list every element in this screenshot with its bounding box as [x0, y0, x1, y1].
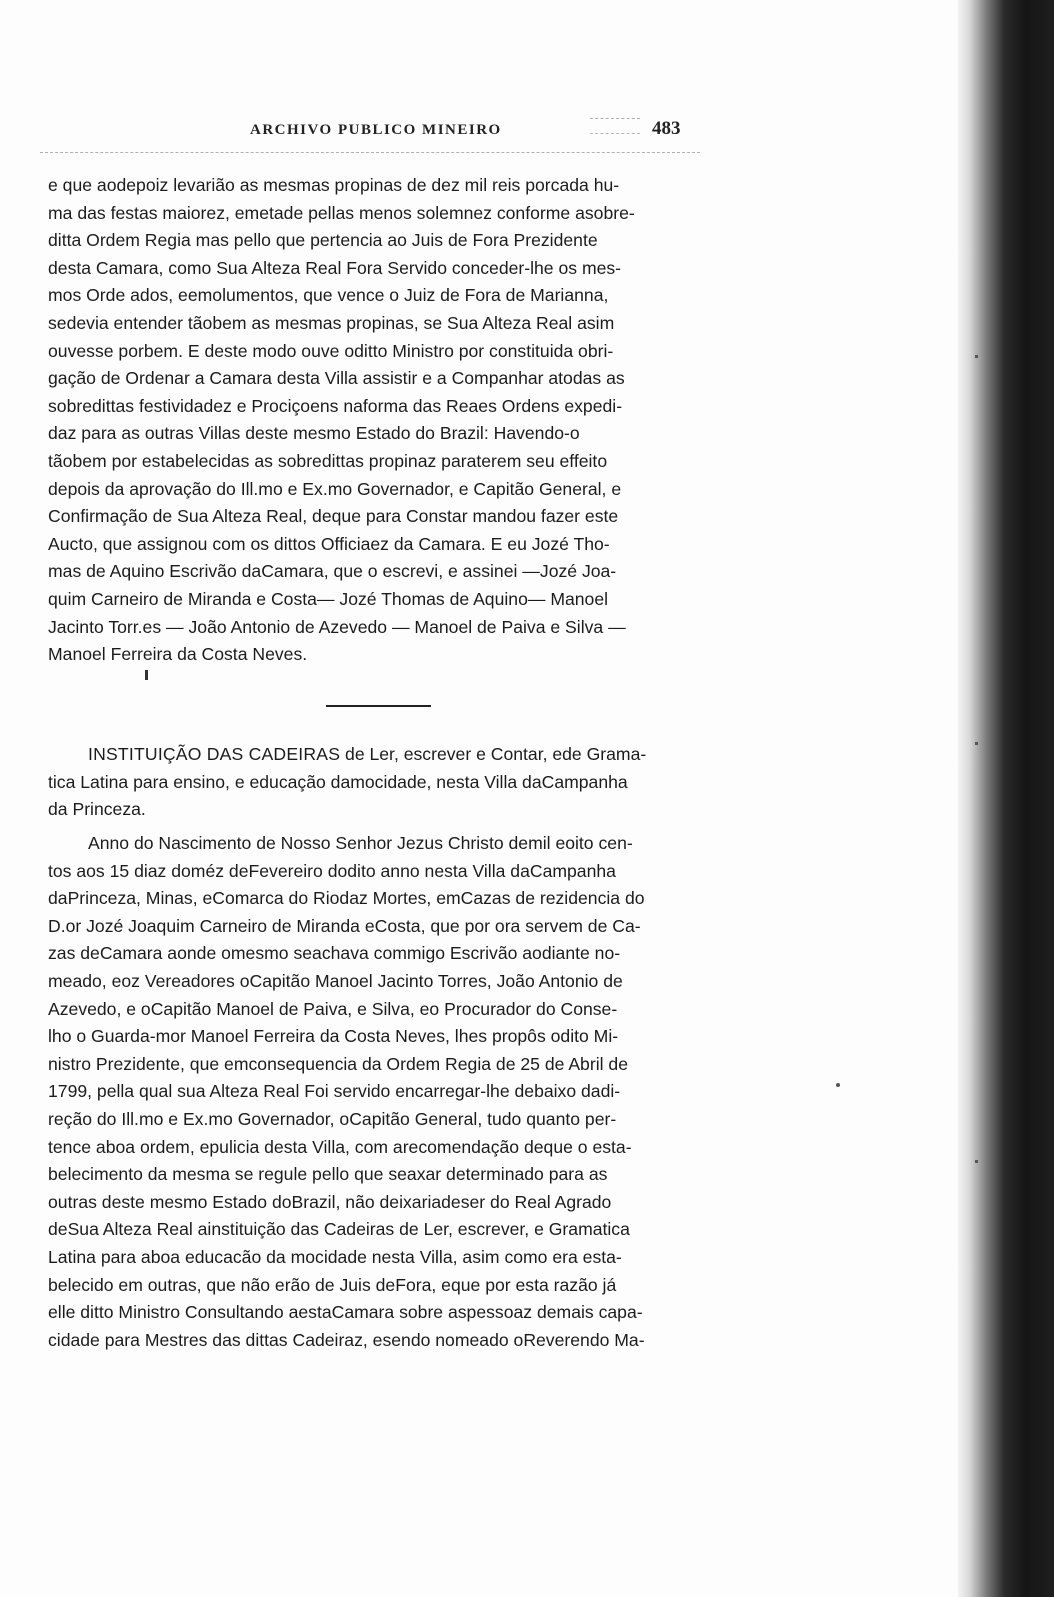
text-line: gação de Ordenar a Camara desta Villa assistir e a Companhar atodas as: [48, 368, 625, 389]
text-line: Aucto, que assignou com os dittos Officiaez da Camara. E eu Jozé Tho-: [48, 533, 610, 554]
text-line: deSua Alteza Real ainstituição das Cadeiras de Ler, escrever, e Gramatica: [48, 1219, 630, 1240]
header-rule: [40, 152, 700, 153]
text-line: meado, eoz Vereadores oCapitão Manoel Jacinto Torres, João Antonio de: [48, 970, 623, 991]
spine-speck: [975, 1160, 978, 1163]
stray-ink-mark: [145, 670, 148, 680]
text-line: e que aodepoiz levarião as mesmas propinas de dez mil reis porcada hu-: [48, 175, 620, 195]
heading-caps: INSTITUIÇÃO DAS CADEIRAS: [88, 744, 341, 764]
text-line: elle ditto Ministro Consultando aestaCamara sobre aspessoaz demais capa-: [48, 1302, 643, 1323]
spine-speck: [975, 742, 978, 745]
text-line: Manoel Ferreira da Costa Neves.: [48, 644, 308, 665]
text-line: ditta Ordem Regia mas pello que pertencia ao Juis de Fora Prezidente: [48, 230, 598, 251]
text-line: reção do Ill.mo e Ex.mo Governador, oCapitão General, tudo quanto per-: [48, 1108, 617, 1129]
heading-line: tica Latina para ensino, e educação damocidade, nesta Villa daCampanha: [48, 771, 628, 792]
text-line: 1799, pella qual sua Alteza Real Foi servido encarregar-lhe debaixo dadi-: [48, 1081, 621, 1102]
text-line: daPrinceza, Minas, eComarca do Riodaz Mortes, emCazas de rezidencia do: [48, 888, 645, 909]
text-line: Jacinto Torr.es — João Antonio de Azevedo — Manoel de Paiva e Silva —: [48, 616, 626, 637]
running-title: ARCHIVO PUBLICO MINEIRO: [250, 122, 502, 138]
page-number: 483: [652, 118, 681, 139]
spine-speck: [975, 355, 978, 358]
text-line: outras deste mesmo Estado doBrazil, não deixariadeser do Real Agrado: [48, 1191, 612, 1212]
text-line: tãobem por estabelecidas as sobredittas propinaz paraterem seu effeito: [48, 450, 608, 471]
stray-dot: [836, 1083, 840, 1087]
text-line: tos aos 15 diaz doméz deFevereiro dodito anno nesta Villa daCampanha: [48, 860, 616, 881]
heading-rest: de Ler, escrever e Contar, ede Grama-: [340, 744, 647, 764]
text-line: ma das festas maiorez, emetade pellas menos solemnez conforme asobre-: [48, 202, 635, 223]
paragraph-body: [48, 830, 708, 1354]
paragraph-continued: [48, 172, 703, 669]
text-line: zas deCamara aonde omesmo seachava commigo Escrivão aodiante no-: [48, 943, 621, 964]
section-divider: [326, 705, 431, 707]
text-line: mas de Aquino Escrivão daCamara, que o escrevi, e assinei —Jozé Joa-: [48, 561, 617, 582]
text-line: daz para as outras Villas deste mesmo Estado do Brazil: Havendo-o: [48, 423, 580, 444]
text-line: mos Orde ados, eemolumentos, que vence o Juiz de Fora de Marianna,: [48, 285, 609, 306]
text-line: cidade para Mestres das dittas Cadeiraz, esendo nomeado oReverendo Ma-: [48, 1329, 645, 1350]
text-line: belecimento da mesma se regule pello que seaxar determinado para as: [48, 1164, 608, 1185]
text-line: tence aboa ordem, epulicia desta Villa, com arecomendação deque o esta-: [48, 1136, 632, 1157]
book-spine-shadow: [958, 0, 1054, 1597]
text-line: depois da aprovação do Ill.mo e Ex.mo Governador, e Capitão General, e: [48, 478, 622, 499]
text-line: D.or Jozé Joaquim Carneiro de Miranda eCosta, que por ora servem de Ca-: [48, 915, 641, 936]
ink-smudge: [590, 118, 640, 134]
text-line: Confirmação de Sua Alteza Real, deque para Constar mandou fazer este: [48, 506, 619, 527]
heading-line: [88, 741, 728, 769]
page-header: [0, 118, 760, 150]
text-line: sobredittas festividadez e Prociçoens naforma das Reaes Ordens expedi-: [48, 395, 623, 416]
section-heading: [48, 741, 728, 824]
text-line: Anno do Nascimento de Nosso Senhor Jezus Christo demil eoito cen-: [88, 833, 633, 853]
text-line: Azevedo, e oCapitão Manoel de Paiva, e Silva, eo Procurador do Conse-: [48, 998, 618, 1019]
text-line: desta Camara, como Sua Alteza Real Fora Servido conceder-lhe os mes-: [48, 257, 622, 278]
text-line: quim Carneiro de Miranda e Costa— Jozé Thomas de Aquino— Manoel: [48, 588, 609, 609]
text-line: belecido em outras, que não erão de Juis deFora, eque por esta razão já: [48, 1274, 617, 1295]
text-line: sedevia entender tãobem as mesmas propinas, se Sua Alteza Real asim: [48, 312, 615, 333]
text-line: Latina para aboa educacão da mocidade nesta Villa, asim como era esta-: [48, 1246, 622, 1267]
text-line: lho o Guarda-mor Manoel Ferreira da Costa Neves, lhes propôs odito Mi-: [48, 1026, 619, 1047]
heading-line: da Princeza.: [48, 799, 146, 820]
text-line: nistro Prezidente, que emconsequencia da Ordem Regia de 25 de Abril de: [48, 1053, 628, 1074]
text-line: ouvesse porbem. E deste modo ouve oditto Ministro por constituida obri-: [48, 340, 614, 361]
